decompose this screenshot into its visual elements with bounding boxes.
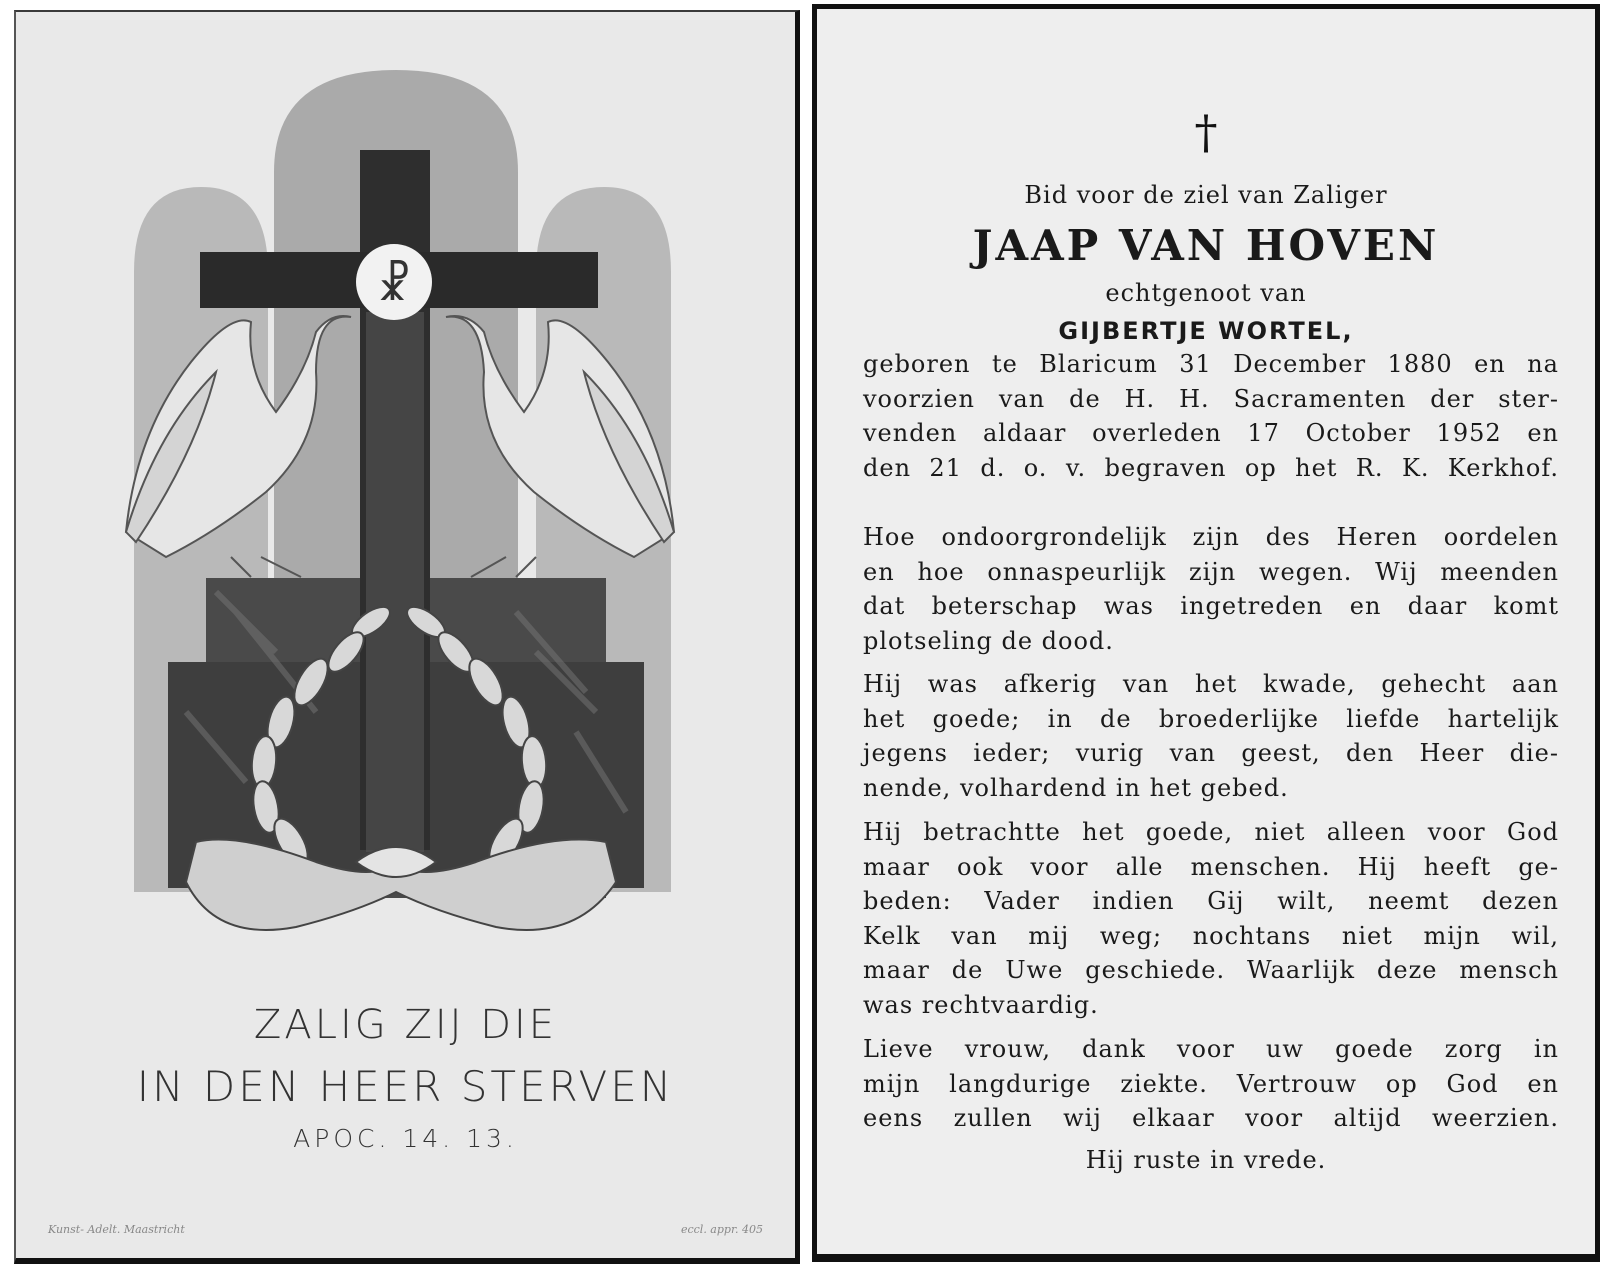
spouse-label: echtgenoot van — [1105, 279, 1307, 307]
bible-reference: APOC. 14. 13. — [293, 1124, 518, 1153]
memorial-card-front — [14, 10, 800, 1264]
paragraph-3 — [863, 815, 1559, 1023]
prayer-intro: Bid voor de ziel van Zaliger — [1024, 181, 1388, 209]
memorial-illustration — [16, 12, 796, 972]
text-line: Lieve vrouw, dank voor uw goede zorg in — [863, 1035, 1559, 1063]
text-line: Hij betrachtte het goede, niet alleen voor God — [863, 818, 1559, 846]
motto-line-1: ZALIG ZIJ DIE — [253, 1002, 558, 1048]
text-line: den 21 d. o. v. begraven op het R. K. Kerkhof. — [863, 453, 1559, 482]
paragraph-2 — [863, 667, 1559, 805]
text-line: eens zullen wij elkaar voor altijd weerzien. — [863, 1104, 1559, 1133]
text-line: venden aldaar overleden 17 October 1952 en — [863, 419, 1559, 448]
deceased-name: JAAP VAN HOVEN — [972, 221, 1440, 270]
text-line: Hij was afkerig van het kwade, gehecht aan — [863, 670, 1559, 698]
biography — [863, 347, 1559, 485]
ribbon-icon — [186, 840, 616, 931]
text-line: Kelk van mij weg; nochtans niet mijn wil, — [863, 921, 1559, 950]
text-line: Hoe ondoorgrondelijk zijn des Heren oordelen — [863, 523, 1559, 551]
text-line: het goede; in de broederlijke liefde hartelijk — [863, 704, 1559, 733]
cross-icon: † — [1194, 105, 1218, 159]
paragraph-4 — [863, 1032, 1559, 1136]
text-line: dat beterschap was ingetreden en daar komt — [863, 592, 1559, 621]
memorial-card-back — [812, 4, 1600, 1262]
text-line: en hoe onnaspeurlijk zijn wegen. Wij meenden — [863, 557, 1559, 586]
text-line: was rechtvaardig. — [863, 990, 1099, 1019]
text-line: nende, volhardend in het gebed. — [863, 773, 1289, 802]
motto-line-2: IN DEN HEER STERVEN — [136, 1062, 675, 1111]
text-line: jegens ieder; vurig van geest, den Heer die- — [863, 739, 1559, 768]
text-line: beden: Vader indien Gij wilt, neemt dezen — [863, 887, 1559, 916]
spouse-name: GIJBERTJE WORTEL, — [1058, 317, 1354, 345]
svg-text:☧: ☧ — [376, 260, 412, 311]
text-line: maar de Uwe geschiede. Waarlijk deze mensch — [863, 956, 1559, 985]
text-line: geboren te Blaricum 31 December 1880 en na — [863, 350, 1559, 378]
text-line: voorzien van de H. H. Sacramenten der ster- — [863, 384, 1559, 413]
approval-number: eccl. appr. 405 — [680, 1223, 763, 1236]
chi-rho-icon — [356, 244, 432, 320]
text-line: plotseling de dood. — [863, 626, 1114, 655]
text-line: maar ook voor alle menschen. Hij heeft ge- — [863, 852, 1559, 881]
printer-credit: Kunst- Adelt. Maastricht — [48, 1223, 185, 1236]
paragraph-1 — [863, 520, 1559, 658]
text-line: mijn langdurige ziekte. Vertrouw op God en — [863, 1069, 1559, 1098]
closing-line: Hij ruste in vrede. — [1085, 1146, 1327, 1174]
